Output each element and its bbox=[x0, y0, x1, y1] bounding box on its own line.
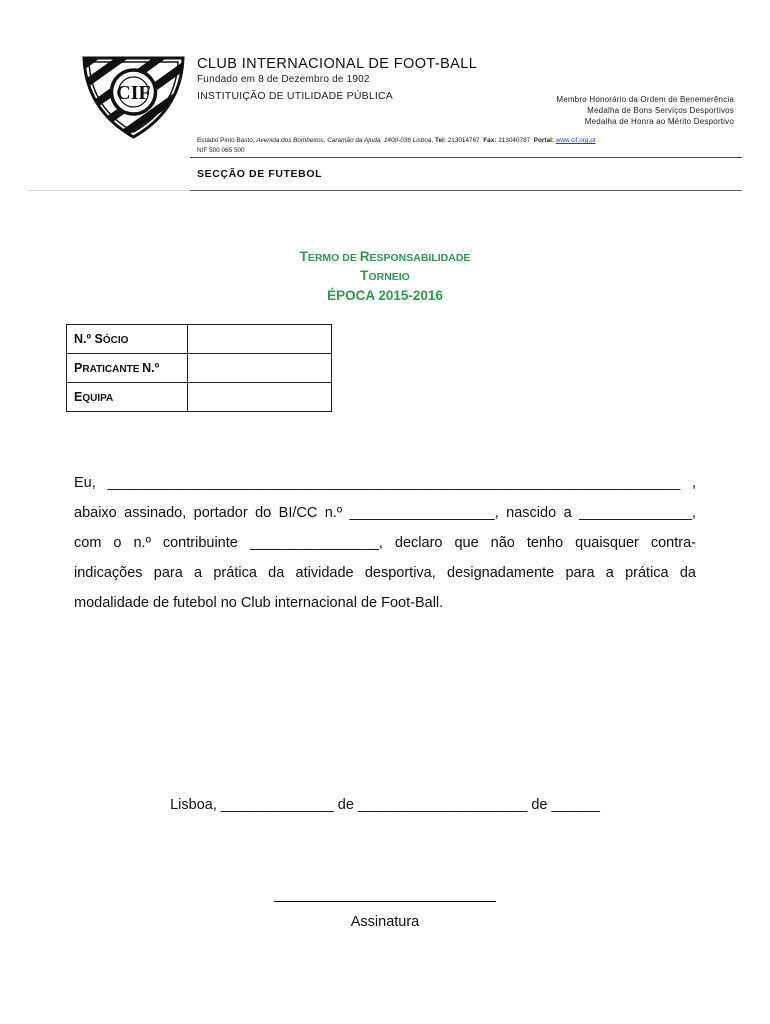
player-number-label: PRATICANTE N.º bbox=[67, 354, 188, 383]
tel-label: Tel: bbox=[435, 137, 446, 144]
section-divider-faint bbox=[28, 190, 190, 191]
member-info-table bbox=[66, 324, 332, 412]
header-divider bbox=[190, 157, 742, 158]
section-title: SECÇÃO DE FUTEBOL bbox=[197, 168, 323, 180]
crest-monogram: CIF bbox=[116, 82, 151, 104]
declaration-line-id[interactable]: abaixo assinado, portador do BI/CC n.º __________________, nascido a ______________, bbox=[74, 505, 696, 521]
portal-label: Portal: bbox=[533, 137, 555, 144]
club-crest-logo bbox=[80, 52, 187, 140]
club-name: CLUB INTERNACIONAL DE FOOT-BALL bbox=[197, 56, 478, 72]
declaration-line-text: modalidade de futebol no Club internacional de Foot-Ball. bbox=[74, 595, 444, 611]
tel-number: 213014767 bbox=[447, 137, 480, 144]
signature-label: Assinatura bbox=[350, 914, 420, 930]
declaration-line-taxpayer[interactable]: com o n.º contribuinte ________________, declaro que não tenho quaisquer contra- bbox=[74, 535, 696, 551]
declaration-line-name[interactable]: Eu, _______________________________________________________________________ , bbox=[74, 475, 696, 491]
table-row bbox=[67, 354, 332, 383]
table-row bbox=[67, 325, 332, 354]
fax-number: 213040787 bbox=[498, 137, 531, 144]
team-label: EQUIPA bbox=[67, 383, 188, 412]
portal-link[interactable]: www.cif.org.pt bbox=[555, 137, 596, 144]
member-number-field[interactable] bbox=[188, 325, 332, 354]
document-title: TERMO DE RESPONSABILIDADE bbox=[299, 249, 471, 264]
table-row bbox=[67, 383, 332, 412]
address: Avenida dos Bombeiros, Caramão da Ajuda, 1400-036 Lisboa bbox=[256, 137, 432, 144]
member-number-label: N.º SÓCIO bbox=[67, 325, 188, 354]
fax-label: Fax: bbox=[483, 137, 497, 144]
honor-item: Medalha de Bons Serviços Desportivos bbox=[587, 106, 734, 115]
document-subtitle: TORNEIO bbox=[360, 268, 410, 283]
nif-number: NIF 500 065 500 bbox=[197, 147, 245, 154]
season-title: ÉPOCA 2015-2016 bbox=[327, 288, 443, 303]
section-divider bbox=[190, 190, 742, 191]
contact-line: Estádio Pinto Basto, Avenida dos Bombeiros, Caramão da Ajuda, 1400-036 Lisboa, Tel: 213014767 Fax: 213040787 Portal: www.cif.org.pt bbox=[197, 137, 596, 144]
declaration-line-text: indicações para a prática da atividade desportiva, designadamente para a prática da bbox=[74, 565, 696, 581]
honor-item: Membro Honorário da Ordem de Benemerência bbox=[556, 95, 734, 104]
team-field[interactable] bbox=[188, 383, 332, 412]
founding-date: Fundado em 8 de Dezembro de 1902 bbox=[197, 74, 370, 85]
honors-list bbox=[556, 94, 734, 127]
institution-status: INSTITUIÇÃO DE UTILIDADE PÚBLICA bbox=[197, 90, 394, 102]
signature-line[interactable] bbox=[274, 901, 496, 902]
date-line[interactable]: Lisboa, ______________ de _____________________ de ______ bbox=[170, 797, 600, 813]
player-number-field[interactable] bbox=[188, 354, 332, 383]
honor-item: Medalha de Honra ao Mérito Desportivo bbox=[584, 117, 734, 126]
stadium-name: Estádio Pinto Basto, bbox=[197, 137, 257, 144]
